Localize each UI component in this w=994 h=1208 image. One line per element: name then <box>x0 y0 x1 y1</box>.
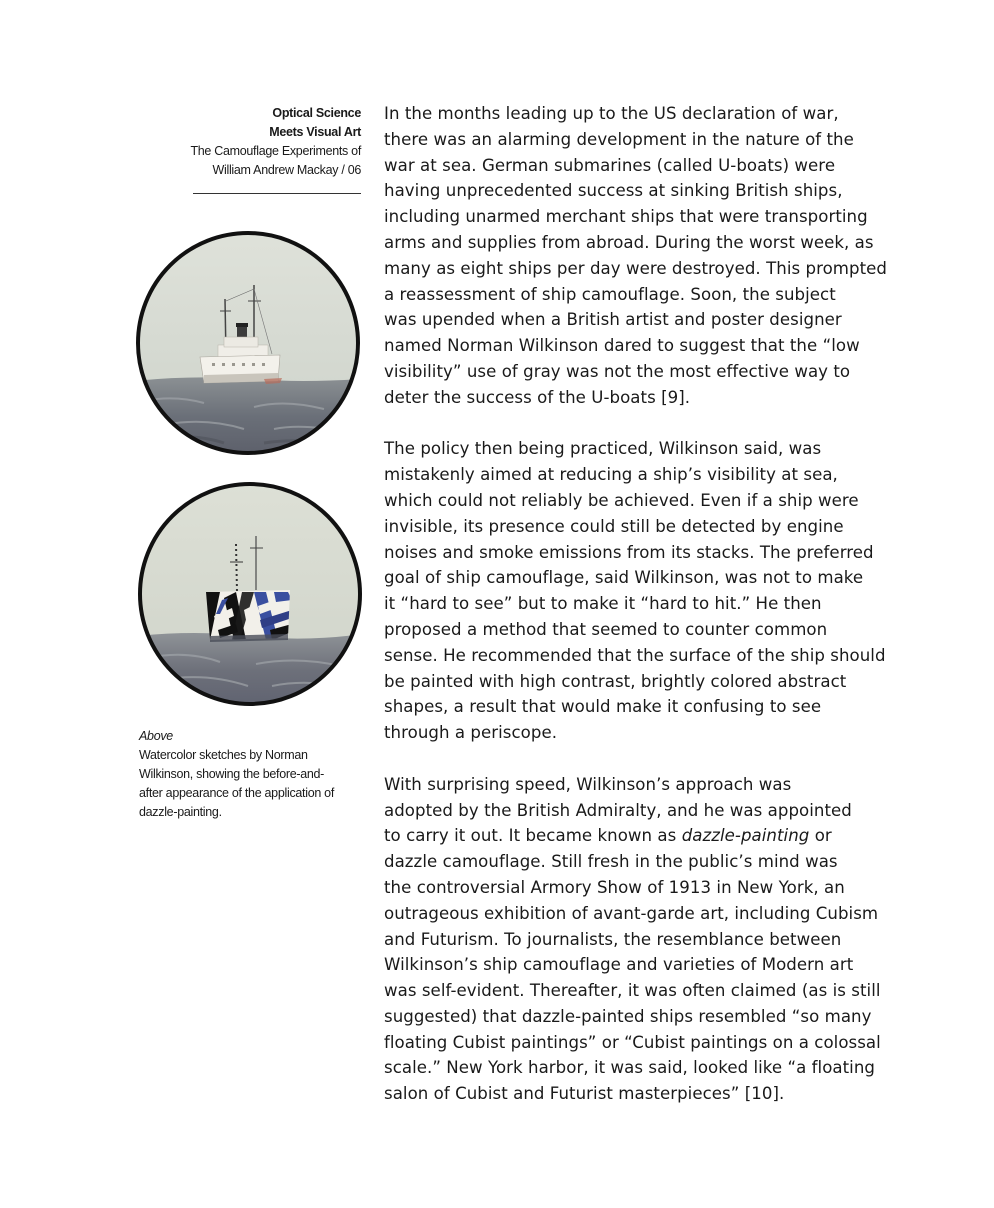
caption-line: after appearance of the application of <box>139 786 334 800</box>
text-line: there was an alarming development in the nature of the <box>384 129 854 149</box>
text-line: The policy then being practiced, Wilkinson said, was <box>384 439 822 459</box>
text-line: noises and smoke emissions from its stacks. The preferred <box>384 542 874 562</box>
running-head <box>150 104 361 180</box>
text-line: was self-evident. Thereafter, it was often claimed (as is still <box>384 981 881 1001</box>
text-line: outrageous exhibition of avant-garde art, including Cubism <box>384 903 879 923</box>
text-line: deter the success of the U-boats [9]. <box>384 387 691 407</box>
text-line: adopted by the British Admiralty, and he was appointed <box>384 800 852 820</box>
text-line: through a periscope. <box>384 723 558 743</box>
watercolor-ship-dazzle-after <box>136 480 364 708</box>
text-line: suggested) that dazzle-painted ships resembled “so many <box>384 1006 872 1026</box>
figure-caption <box>139 727 354 822</box>
italic-term: dazzle-painting <box>681 826 810 846</box>
text-line: goal of ship camouflage, said Wilkinson, was not to make <box>384 568 864 588</box>
text-line: sense. He recommended that the surface of the ship should <box>384 645 886 665</box>
text-line: it “hard to see” but to make it “hard to hit.” He then <box>384 594 822 614</box>
running-head-title-1: Optical Science <box>272 106 361 120</box>
caption-line: dazzle-painting. <box>139 805 222 819</box>
header-divider <box>193 193 361 194</box>
paragraph-2 <box>384 436 914 746</box>
text-line: visibility” use of gray was not the most effective way to <box>384 361 851 381</box>
text-line: including unarmed merchant ships that were transporting <box>384 207 868 227</box>
running-head-title-2: Meets Visual Art <box>269 125 361 139</box>
text-line-with-italic <box>384 823 914 849</box>
text-segment: to carry it out. It became known as <box>384 826 682 846</box>
body-text <box>384 101 914 1133</box>
caption-line: Watercolor sketches by Norman <box>139 748 308 762</box>
caption-line: Wilkinson, showing the before-and- <box>139 767 325 781</box>
paragraph-3 <box>384 772 914 1107</box>
text-line: In the months leading up to the US declaration of war, <box>384 104 839 123</box>
text-line: a reassessment of ship camouflage. Soon, the subject <box>384 284 836 304</box>
text-line: proposed a method that seemed to counter common <box>384 619 828 639</box>
running-head-subtitle-2: William Andrew Mackay / 06 <box>212 163 361 177</box>
text-line: mistakenly aimed at reducing a ship’s visibility at sea, <box>384 465 838 485</box>
watercolor-ship-before <box>134 229 362 457</box>
text-line: and Futurism. To journalists, the resemblance between <box>384 929 842 949</box>
text-line: invisible, its presence could still be detected by engine <box>384 516 844 536</box>
text-line: was upended when a British artist and poster designer <box>384 310 842 330</box>
caption-label: Above <box>139 729 173 743</box>
text-line: war at sea. German submarines (called U-boats) were <box>384 155 836 175</box>
text-line: With surprising speed, Wilkinson’s approach was <box>384 774 792 794</box>
text-line: which could not reliably be achieved. Even if a ship were <box>384 490 859 510</box>
text-line: Wilkinson’s ship camouflage and varieties of Modern art <box>384 955 854 975</box>
text-line: named Norman Wilkinson dared to suggest that the “low <box>384 336 860 356</box>
text-line: dazzle camouflage. Still fresh in the public’s mind was <box>384 852 838 872</box>
text-line: floating Cubist paintings” or “Cubist paintings on a colossal <box>384 1032 881 1052</box>
text-line: salon of Cubist and Futurist masterpieces” [10]. <box>384 1084 785 1104</box>
running-head-subtitle-1: The Camouflage Experiments of <box>190 144 361 158</box>
text-line: shapes, a result that would make it confusing to see <box>384 697 822 717</box>
paragraph-1 <box>384 101 914 411</box>
text-line: many as eight ships per day were destroyed. This prompted <box>384 258 888 278</box>
text-line: having unprecedented success at sinking British ships, <box>384 181 843 201</box>
text-segment: or <box>809 826 832 846</box>
text-line: scale.” New York harbor, it was said, looked like “a floating <box>384 1058 875 1078</box>
text-line: be painted with high contrast, brightly colored abstract <box>384 671 847 691</box>
text-line: the controversial Armory Show of 1913 in New York, an <box>384 877 845 897</box>
text-line: arms and supplies from abroad. During the worst week, as <box>384 232 874 252</box>
